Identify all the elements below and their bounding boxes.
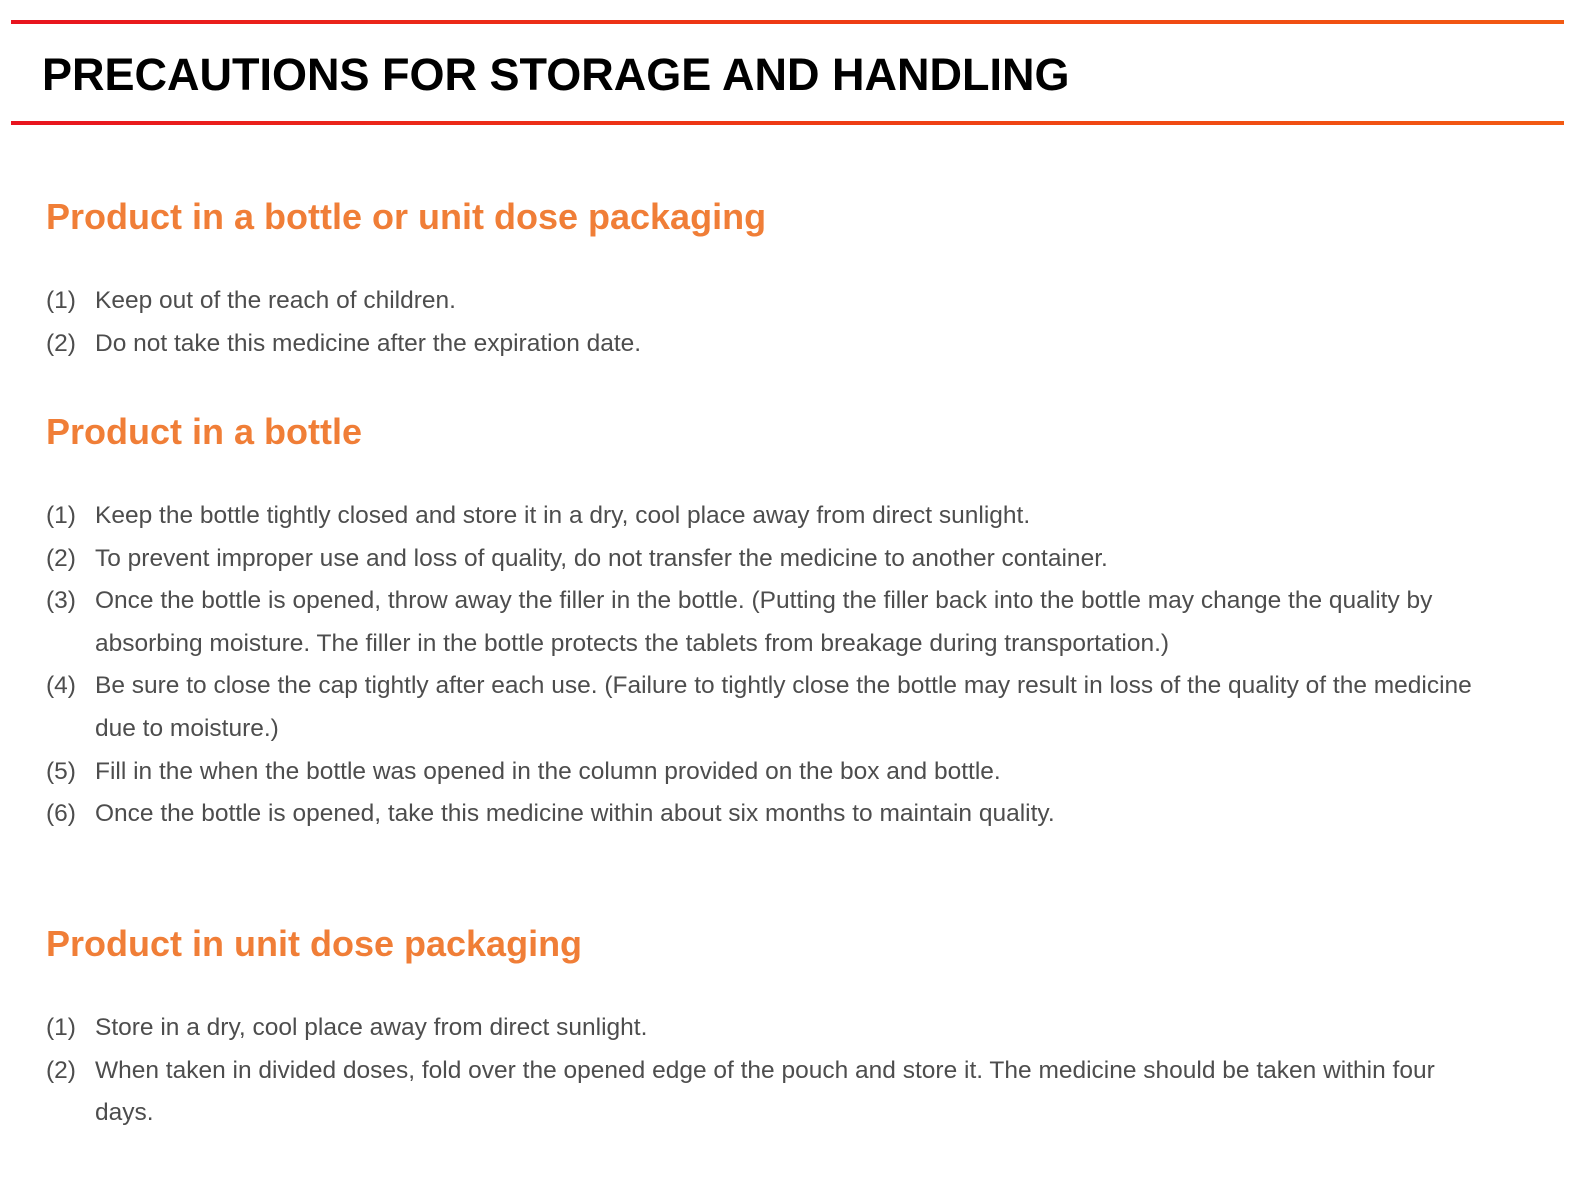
item-text: To prevent improper use and loss of quality, do not transfer the medicine to another container. bbox=[95, 544, 1108, 572]
list-item bbox=[46, 793, 1546, 836]
item-text: When taken in divided doses, fold over the opened edge of the pouch and store it. The medicine should be taken within four days. bbox=[95, 1056, 1435, 1127]
item-number: (4) bbox=[46, 672, 76, 700]
section-heading: Product in unit dose packaging bbox=[46, 923, 583, 964]
section-heading: Product in a bottle or unit dose packaging bbox=[46, 196, 767, 237]
item-text: Be sure to close the cap tightly after each use. (Failure to tightly close the bottle may result in loss of the quality of the medicine due to moisture.) bbox=[95, 672, 1472, 742]
item-number: (1) bbox=[46, 287, 76, 314]
item-number: (3) bbox=[46, 587, 76, 615]
list-item bbox=[46, 280, 1546, 323]
item-list bbox=[46, 495, 1546, 836]
list-item bbox=[46, 1050, 1546, 1135]
section-bottle bbox=[46, 409, 1546, 836]
item-text: Do not take this medicine after the expiration date. bbox=[95, 329, 642, 357]
item-number: (1) bbox=[46, 502, 76, 529]
item-number: (1) bbox=[46, 1014, 76, 1041]
item-number: (2) bbox=[46, 544, 76, 572]
item-number: (2) bbox=[46, 1056, 76, 1084]
item-number: (6) bbox=[46, 800, 76, 828]
item-text: Keep the bottle tightly closed and store it in a dry, cool place away from direct sunlight. bbox=[95, 502, 1031, 529]
item-number: (5) bbox=[46, 757, 76, 785]
item-text: Store in a dry, cool place away from direct sunlight. bbox=[95, 1014, 648, 1041]
item-text: Fill in the when the bottle was opened in the column provided on the box and bottle. bbox=[95, 757, 1001, 785]
section-heading: Product in a bottle bbox=[46, 411, 363, 452]
section-unit-dose bbox=[46, 921, 1546, 1135]
list-item bbox=[46, 751, 1546, 794]
item-text: Once the bottle is opened, take this medicine within about six months to maintain quality. bbox=[95, 800, 1055, 828]
page-title: PRECAUTIONS FOR STORAGE AND HANDLING bbox=[42, 49, 1070, 100]
list-item bbox=[46, 323, 1546, 366]
bottom-rule bbox=[11, 121, 1564, 125]
list-item bbox=[46, 1007, 1546, 1050]
item-text: Once the bottle is opened, throw away the filler in the bottle. (Putting the filler back into the bottle may change the quality by absorbing moisture. The filler in the bottle protects the tablets from breakage during transportation.) bbox=[95, 587, 1433, 657]
list-item bbox=[46, 495, 1546, 538]
list-item bbox=[46, 538, 1546, 581]
list-item bbox=[46, 580, 1546, 665]
item-number: (2) bbox=[46, 329, 76, 357]
list-item bbox=[46, 665, 1546, 750]
item-list bbox=[46, 280, 1546, 365]
item-text: Keep out of the reach of children. bbox=[95, 287, 456, 314]
top-rule bbox=[11, 20, 1564, 24]
item-list bbox=[46, 1007, 1546, 1135]
section-bottle-or-unit-dose bbox=[46, 194, 1546, 365]
